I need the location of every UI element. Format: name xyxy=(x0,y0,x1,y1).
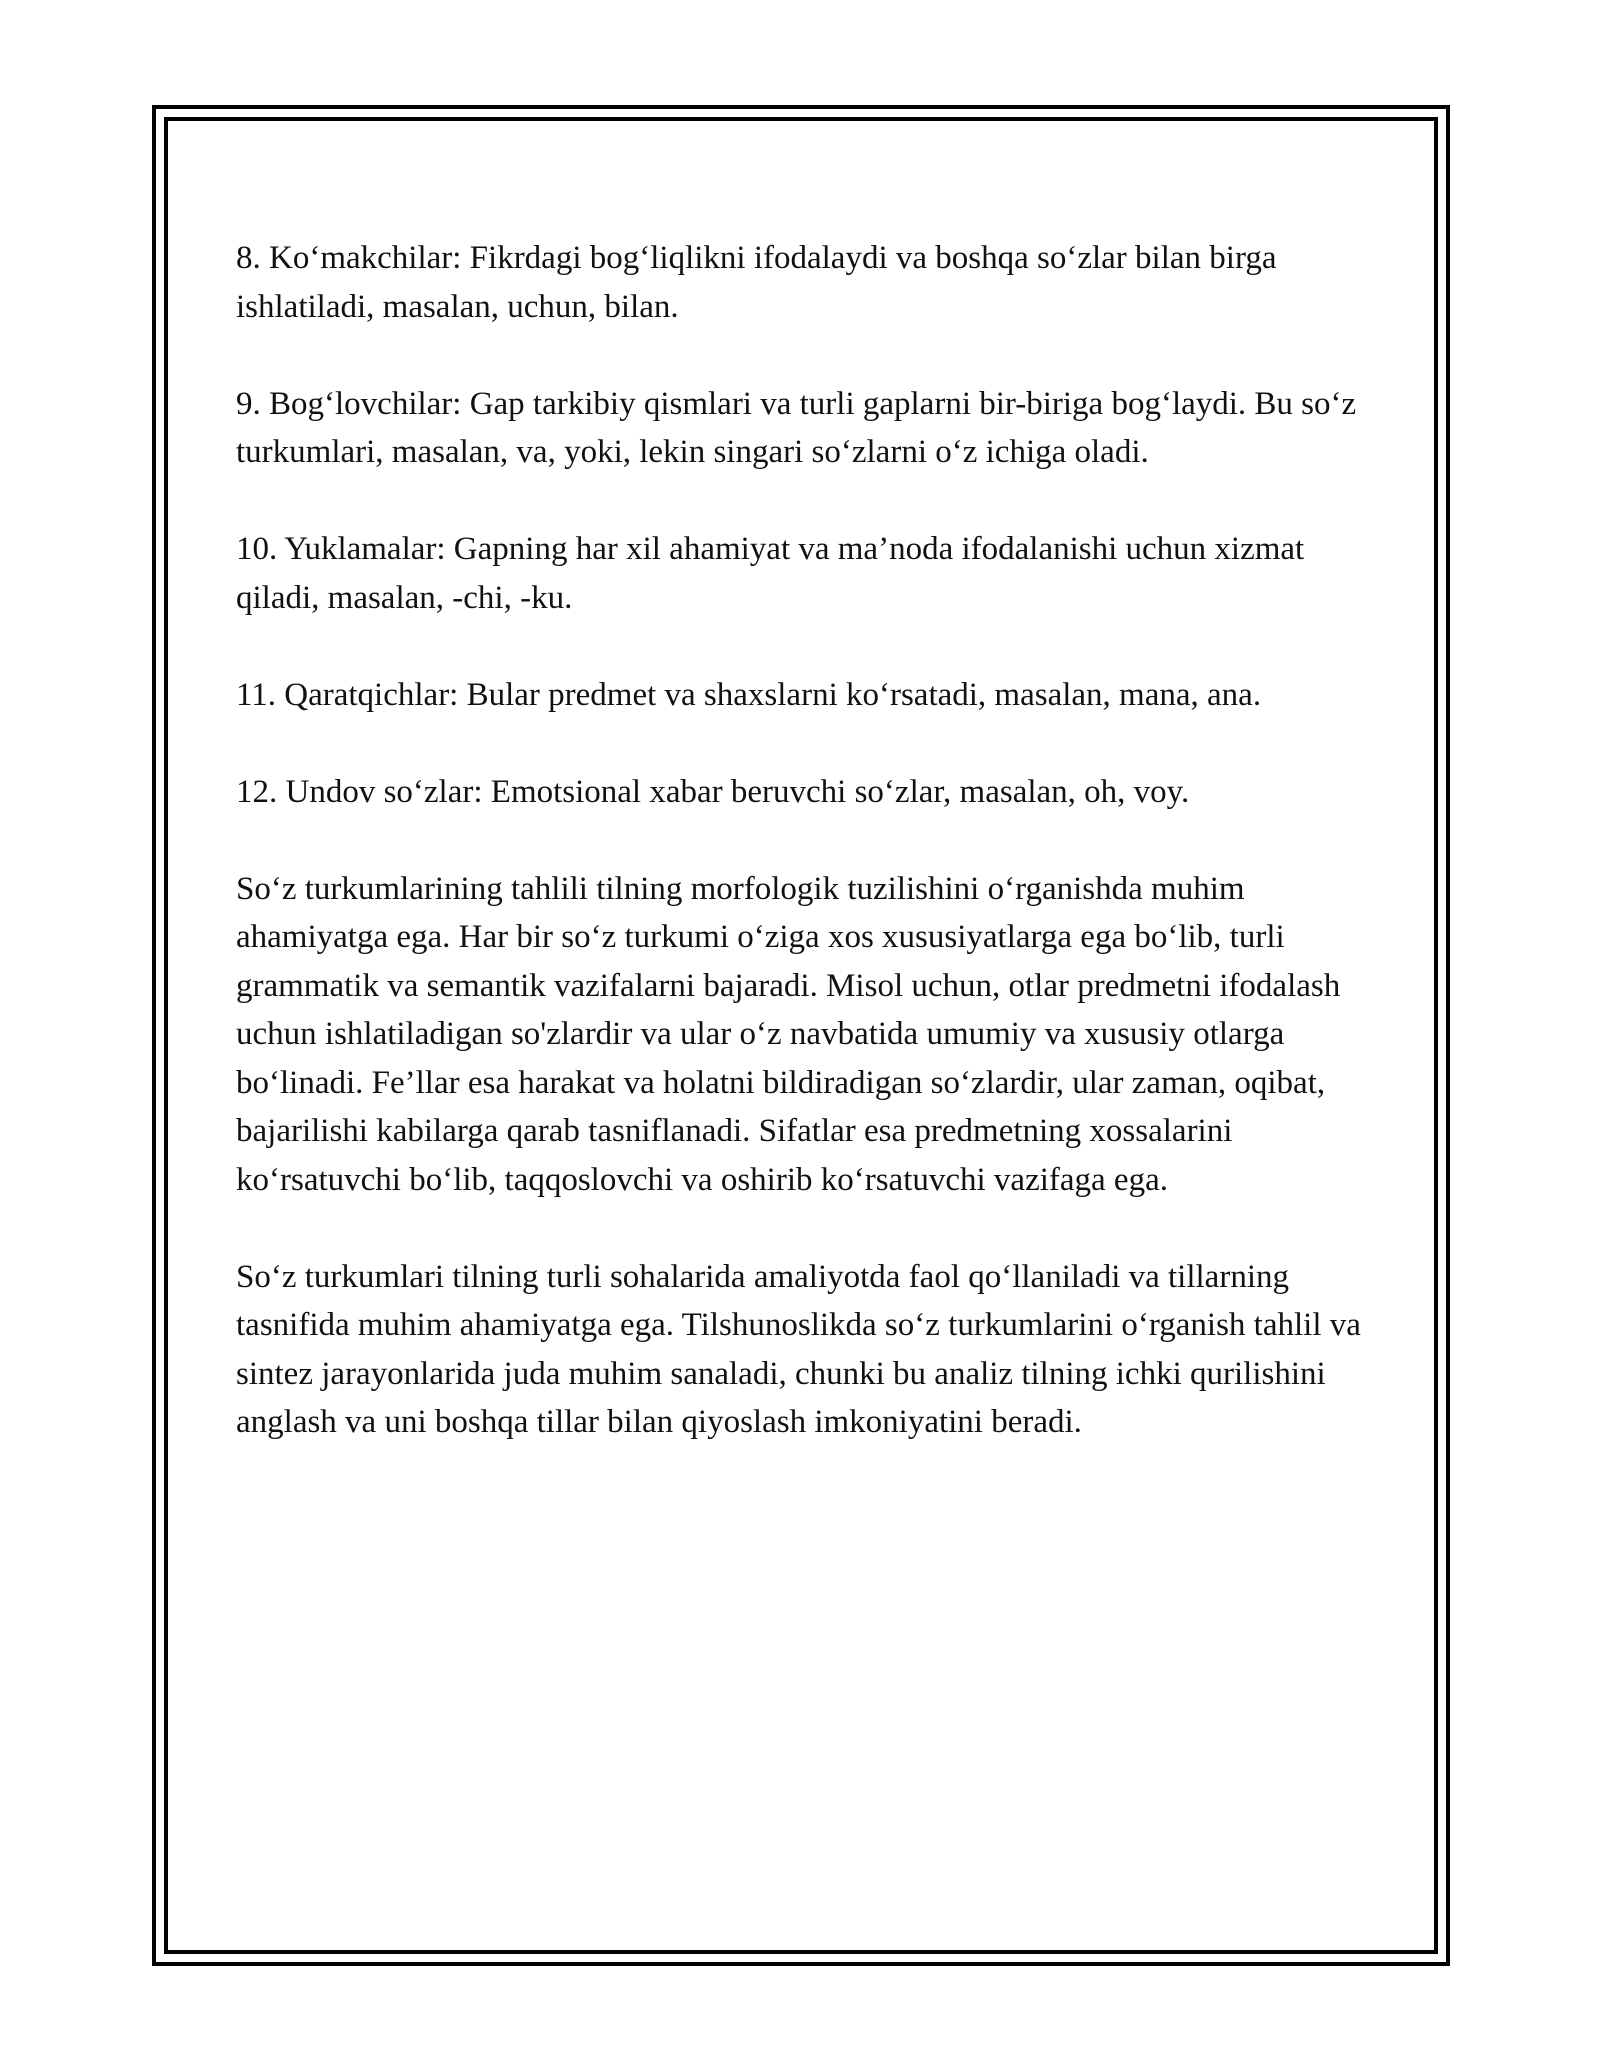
paragraph-amaliyot: So‘z turkumlari tilning turli sohalarida amaliyotda faol qo‘llaniladi va tillarning tasnifida muhim ahamiyatga ega. Tilshunoslikda so‘z turkumlarini o‘rganish tahlil va sintez jarayonlarida juda muhim sanaladi, chunki bu analiz tilning ichki qurilishini anglash va uni boshqa tillar bilan qiyoslash imkoniyatini beradi. xyxy=(236,1258,1361,1440)
paragraph-komakchilar: 8. Ko‘makchilar: Fikrdagi bog‘liqlikni ifodalaydi va boshqa so‘zlar bilan birga ishlatiladi, masalan, uchun, bilan. xyxy=(236,240,1277,325)
paragraph-boglovchilar: 9. Bog‘lovchilar: Gap tarkibiy qismlari va turli gaplarni bir-biriga bog‘laydi. Bu so‘z turkumlari, masalan, va, yoki, lekin singari so‘zlarni o‘z ichiga oladi. xyxy=(236,385,1357,470)
paragraph-undov-sozlar: 12. Undov so‘zlar: Emotsional xabar beruvchi so‘zlar, masalan, oh, voy. xyxy=(236,773,1190,810)
paragraph-qaratqichlar: 11. Qaratqichlar: Bular predmet va shaxslarni ko‘rsatadi, masalan, mana, ana. xyxy=(236,676,1262,713)
paragraph-tahlil: So‘z turkumlarining tahlili tilning morfologik tuzilishini o‘rganishda muhim ahamiyatga ega. Har bir so‘z turkumi o‘ziga xos xususiyatlarga ega bo‘lib, turli grammatik va semantik vazifalarni bajaradi. Misol uchun, otlar predmetni ifodalash uchun ishlatiladigan so'zlardir va ular o‘z navbatida umumiy va xususiy otlarga bo‘linadi. Fe’llar esa harakat va holatni bildiradigan so‘zlardir, ular zaman, oqibat, bajarilishi kabilarga qarab tasniflanadi. Sifatlar esa predmetning xossalarini ko‘rsatuvchi bo‘lib, taqqoslovchi va oshirib ko‘rsatuvchi vazifaga ega. xyxy=(236,870,1341,1198)
paragraph-yuklamalar: 10. Yuklamalar: Gapning har xil ahamiyat va ma’noda ifodalanishi uchun xizmat qiladi, masalan, -chi, -ku. xyxy=(236,531,1305,616)
document-body xyxy=(236,234,1376,1495)
